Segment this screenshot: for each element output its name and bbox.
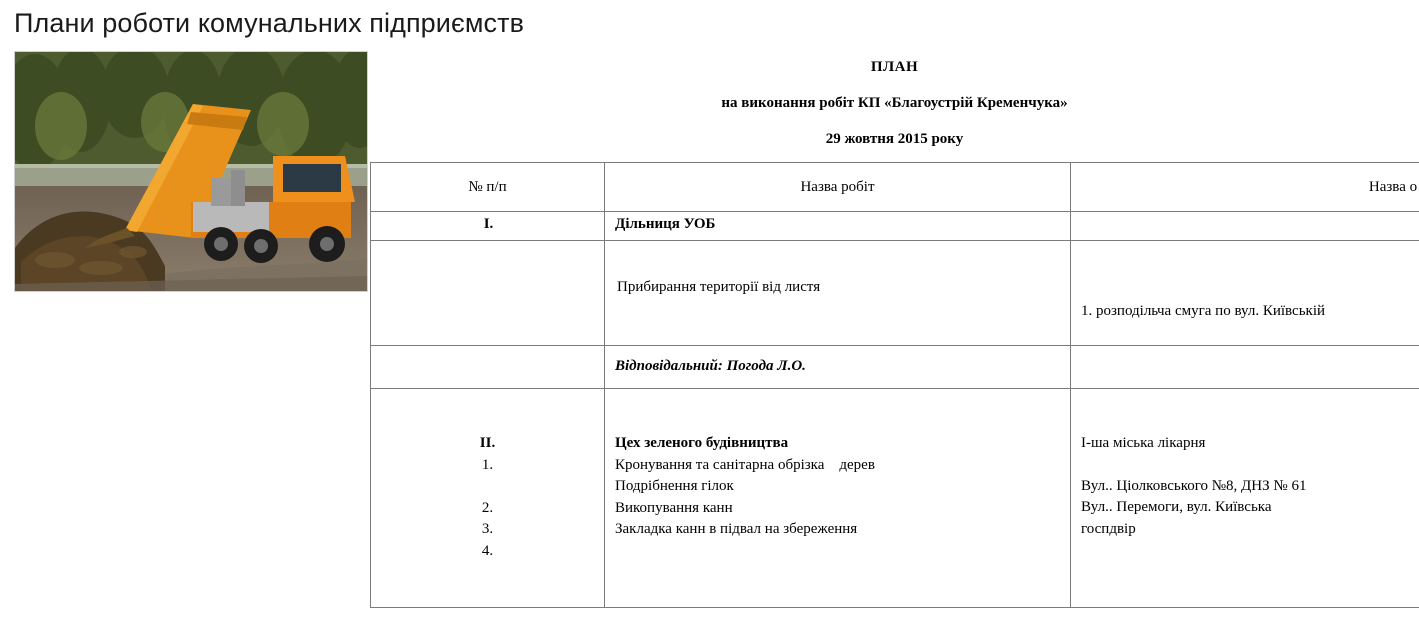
list-item: госпдвір	[1081, 519, 1419, 541]
list-item	[371, 476, 604, 498]
list-item: 4.	[371, 541, 604, 563]
row-section2-objects	[1071, 389, 1419, 608]
doc-subtitle: на виконання робіт КП «Благоустрій Кременчука»	[370, 95, 1419, 112]
table-row	[371, 241, 1419, 346]
dump-truck-unloading-leaves-photo	[14, 51, 368, 292]
row-section2-works	[605, 389, 1071, 608]
list-item: Подрібнення гілок	[615, 476, 1070, 498]
plan-document	[370, 45, 1419, 608]
row-section1-object	[1071, 212, 1419, 241]
work-list	[605, 389, 1070, 541]
document-heading	[370, 59, 1419, 148]
table-header-row	[371, 163, 1419, 212]
row-responsible-work: Відповідальний: Погода Л.О.	[605, 346, 1071, 389]
list-item: І-ша міська лікарня	[1081, 433, 1419, 455]
table-row	[371, 212, 1419, 241]
list-item: 1.	[371, 455, 604, 477]
list-item: Закладка канн в підвал на збереження	[615, 519, 1070, 541]
row-work1-object: 1. розподільча смуга по вул. Київській	[1071, 241, 1419, 346]
row-responsible-number	[371, 346, 605, 389]
number-list	[371, 389, 604, 562]
page-title: Плани роботи комунальних підприємств	[14, 8, 1419, 39]
list-item: Вул.. Перемоги, вул. Київська	[1081, 497, 1419, 519]
row-work1-work: Прибирання території від листя	[605, 241, 1071, 346]
list-item: Викопування канн	[615, 498, 1070, 520]
doc-title: ПЛАН	[370, 59, 1419, 76]
list-item: Кронування та санітарна обрізка дерев	[615, 455, 1070, 477]
row-responsible-object	[1071, 346, 1419, 389]
spacer	[1081, 455, 1419, 476]
table-row	[371, 389, 1419, 608]
list-item: Вул.. Ціолковського №8, ДНЗ № 61	[1081, 476, 1419, 498]
column-header-number: № п/п	[371, 163, 605, 212]
work-list-title: Цех зеленого будівництва	[615, 433, 1070, 455]
object-list	[1071, 389, 1419, 540]
column-header-object: Назва о	[1071, 163, 1419, 212]
doc-date: 29 жовтня 2015 року	[370, 131, 1419, 148]
row-work1-number	[371, 241, 605, 346]
table-row	[371, 346, 1419, 389]
list-item: 2.	[371, 498, 604, 520]
row-section1-work: Дільниця УОБ	[605, 212, 1071, 241]
list-item: 3.	[371, 519, 604, 541]
row-section2-numbers	[371, 389, 605, 608]
plan-table	[370, 162, 1419, 608]
column-header-work: Назва робіт	[605, 163, 1071, 212]
row-section1-number: І.	[371, 212, 605, 241]
roman-numeral: ІІ.	[371, 433, 604, 455]
